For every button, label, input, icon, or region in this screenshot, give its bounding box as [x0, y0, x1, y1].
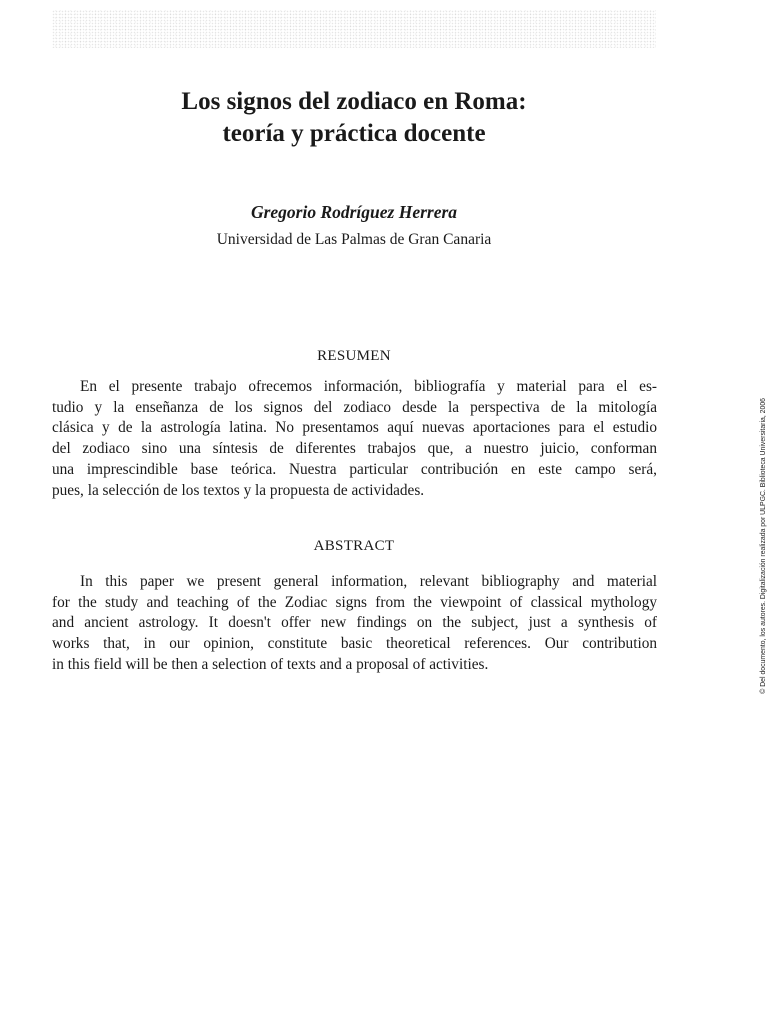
- abstract-line: in this field will be then a selection of texts and a proposal of activities.: [52, 655, 489, 673]
- paper-title-line-2: teoría y práctica docente: [222, 120, 486, 147]
- resumen-paragraph: [52, 377, 657, 501]
- abstract-heading: ABSTRACT: [313, 538, 395, 554]
- abstract-paragraph: [52, 572, 657, 676]
- resumen-line: del zodiaco sino una síntesis de diferentes trabajos que, a nuestro juicio, conforman: [52, 440, 657, 458]
- abstract-line: works that, in our opinion, constitute basic theoretical references. Our contribution: [52, 635, 657, 653]
- resumen-line: una imprescindible base teórica. Nuestra particular contribución en este campo será,: [52, 460, 657, 478]
- resumen-line: En el presente trabajo ofrecemos información, bibliografía y material para el es-: [80, 378, 657, 395]
- resumen-heading: RESUMEN: [317, 348, 391, 364]
- resumen-line: clásica y de la astrología latina. No presentamos aquí nuevas aportaciones para el estudio: [52, 419, 657, 437]
- resumen-line: pues, la selección de los textos y la propuesta de actividades.: [52, 481, 425, 499]
- scan-artifact-band: [52, 10, 656, 48]
- paper-title-line-1: Los signos del zodiaco en Roma:: [181, 88, 527, 115]
- abstract-line: for the study and teaching of the Zodiac signs from the viewpoint of classical mythology: [52, 593, 657, 611]
- abstract-line: and ancient astrology. It doesn't offer new findings on the subject, just a synthesis of: [52, 614, 657, 632]
- author-name: Gregorio Rodríguez Herrera: [250, 202, 458, 222]
- copyright-side-note: © Del documento, los autores. Digitalización realizada por ULPGC. Biblioteca Universitaria, 2006: [760, 398, 767, 694]
- resumen-line: tudio y la enseñanza de los signos del zodiaco desde la perspectiva de la mitología: [52, 398, 657, 416]
- author-affiliation: Universidad de Las Palmas de Gran Canaria: [216, 231, 492, 248]
- abstract-line: In this paper we present general information, relevant bibliography and material: [80, 573, 657, 590]
